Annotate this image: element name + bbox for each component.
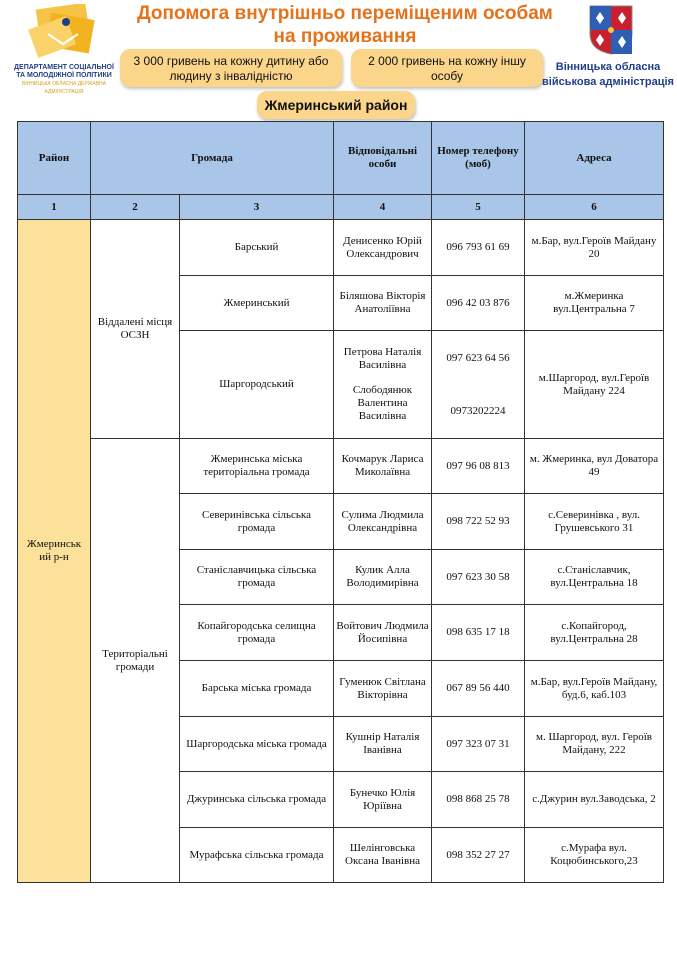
header-community: Громада (91, 122, 334, 195)
department-logo (8, 4, 120, 94)
header-address: Адреса (525, 122, 664, 195)
community-cell: Мурафська сільська громада (180, 828, 334, 883)
community-cell: Северинівська сільська громада (180, 494, 334, 550)
phone-cell: 098 352 27 27 (432, 828, 525, 883)
community-cell: Шаргородський (180, 331, 334, 439)
community-cell: Шаргородська міська громада (180, 717, 334, 772)
address-cell: с.Станіславчик, вул.Центральна 18 (525, 550, 664, 605)
phone-cell: 096 42 03 876 (432, 276, 525, 331)
person-name: Петрова Наталія Василівна (343, 346, 422, 371)
person-cell (334, 331, 432, 439)
district-cell: Жмеринськ ий р-н (18, 220, 91, 883)
person-cell: Шелінговська Оксана Іванівна (334, 828, 432, 883)
community-cell: Станіславчицька сільська громада (180, 550, 334, 605)
community-cell: Барський (180, 220, 334, 276)
address-cell: с.Северинівка , вул. Грушевського 31 (525, 494, 664, 550)
address-cell: с.Джурин вул.Заводська, 2 (525, 772, 664, 828)
person-cell: Бунечко Юлія Юріївна (334, 772, 432, 828)
header-phone: Номер телефону (моб) (432, 122, 525, 195)
col-number: 2 (91, 195, 180, 220)
phone-cell: 098 868 25 78 (432, 772, 525, 828)
department-line2: ТА МОЛОДІЖНОЇ ПОЛІТИКИ (16, 72, 112, 79)
children-amount-badge: 3 000 гривень на кожну дитину або людину з інвалідністю (120, 49, 342, 87)
address-cell: с.Копайгород, вул.Центральна 28 (525, 605, 664, 661)
phone-cell: 097 323 07 31 (432, 717, 525, 772)
admin-line2: військова адміністрація (542, 76, 674, 88)
table-row (18, 220, 664, 276)
phone-cell: 097 623 30 58 (432, 550, 525, 605)
table-row (18, 439, 664, 494)
phone-cell: 096 793 61 69 (432, 220, 525, 276)
community-cell: Жмеринський (180, 276, 334, 331)
col-number: 3 (180, 195, 334, 220)
group-cell: Віддалені місця ОСЗН (91, 220, 180, 439)
person-cell: Денисенко Юрій Олександрович (334, 220, 432, 276)
phone-cell: 098 722 52 93 (432, 494, 525, 550)
person-cell: Сулима Людмила Олександрівна (334, 494, 432, 550)
contacts-table (17, 121, 664, 883)
community-cell: Барська міська громада (180, 661, 334, 717)
community-cell: Копайгородська селищна громада (180, 605, 334, 661)
page-title: Допомога внутрішньо переміщеним особам на проживання (137, 3, 553, 47)
community-cell: Жмеринська міська територіальна громада (180, 439, 334, 494)
col-number: 6 (525, 195, 664, 220)
department-line3: ВІННИЦЬКА ОБЛАСНА ДЕРЖАВНА АДМІНІСТРАЦІЯ (21, 81, 106, 95)
address-cell: с.Мурафа вул. Коцюбинського,23 (525, 828, 664, 883)
others-amount-badge: 2 000 гривень на кожну іншу особу (351, 49, 543, 87)
person-cell: Біляшова Вікторія Анатоліївна (334, 276, 432, 331)
phone-cell: 098 635 17 18 (432, 605, 525, 661)
address-cell: м.Бар, вул.Героїв Майдану, буд.6, каб.103 (525, 661, 664, 717)
address-cell: м.Шаргород, вул.Героїв Майдану 224 (525, 331, 664, 439)
address-cell: м.Бар, вул.Героїв Майдану 20 (525, 220, 664, 276)
phone-number: 0973202224 (450, 404, 506, 417)
address-cell: м. Шаргород, вул. Героїв Майдану, 222 (525, 717, 664, 772)
col-number: 5 (432, 195, 525, 220)
envelopes-logo-icon (8, 4, 120, 64)
person-cell: Кушнір Наталія Іванівна (334, 717, 432, 772)
person-cell: Войтович Людмила Йосипівна (334, 605, 432, 661)
col-number: 4 (334, 195, 432, 220)
community-cell: Джуринська сільська громада (180, 772, 334, 828)
phone-cell: 097 96 08 813 (432, 439, 525, 494)
header-district: Район (18, 122, 91, 195)
address-cell: м. Жмеринка, вул Доватора 49 (525, 439, 664, 494)
address-cell: м.Жмеринка вул.Центральна 7 (525, 276, 664, 331)
district-title: Жмеринський район (257, 91, 415, 119)
phone-cell: 067 89 56 440 (432, 661, 525, 717)
phone-cell (432, 331, 525, 439)
department-line1: ДЕПАРТАМЕНТ СОЦІАЛЬНОЇ (14, 64, 114, 71)
person-cell: Гуменюк Світлана Вікторівна (334, 661, 432, 717)
group-cell: Територіальні громади (91, 439, 180, 883)
person-cell: Кулик Алла Володимирівна (334, 550, 432, 605)
col-number: 1 (18, 195, 91, 220)
phone-number: 097 623 64 56 (446, 351, 510, 364)
person-name: Слободянюк Валентина Василівна (352, 384, 413, 422)
header-person: Відповідальні особи (334, 122, 432, 195)
admin-name (540, 60, 676, 90)
person-cell: Кочмарук Лариса Миколаївна (334, 439, 432, 494)
admin-line1: Вінницька обласна (555, 61, 661, 73)
coat-of-arms-icon (588, 4, 634, 56)
